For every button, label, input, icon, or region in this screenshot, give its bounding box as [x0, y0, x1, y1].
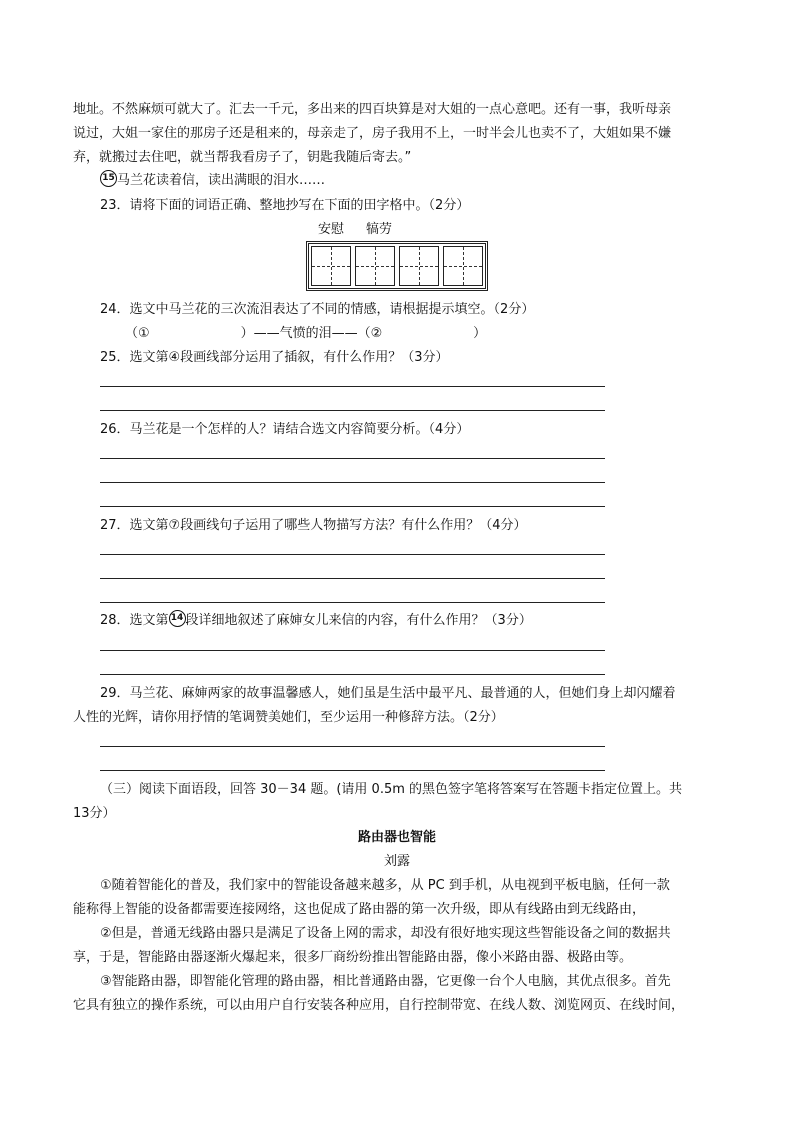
story-paragraph-text: 马兰花读着信，读出满眼的泪水……: [117, 173, 326, 188]
question-28: [100, 609, 532, 633]
article-paragraph-line: ②但是，普通无线路由器只是满足了设备上网的需求，却没有很好地实现这些智能设备之间的数据共: [100, 926, 671, 941]
word-2: 犒劳: [366, 222, 393, 237]
answer-line[interactable]: [100, 746, 605, 747]
story-paragraph-line: 地址。不然麻烦可就大了。汇去一千元，多出来的四百块算是对大姐的一点心意吧。还有一事，我听母亲: [73, 102, 672, 117]
article-paragraph-line: 它具有独立的操作系统，可以由用户自行安装各种应用，自行控制带宽、在线人数、浏览网页、在线时间，: [73, 998, 685, 1013]
question-26: 26．马兰花是一个怎样的人？请结合选文内容简要分析。（4分）: [100, 422, 470, 437]
paragraph-number-15: 15: [100, 170, 117, 187]
answer-line[interactable]: [100, 554, 605, 555]
question-29-line: 人性的光辉，请你用抒情的笔调赞美她们，至少运用一种修辞方法。（2分）: [73, 710, 504, 725]
article-title: 路由器也智能: [357, 830, 436, 845]
story-paragraph-line: 说过，大姐一家住的那房子还是租来的，母亲走了，房子我用不上，一时半会儿也卖不了，大姐如果不嫌: [73, 126, 672, 141]
question-24-fill: （① ）——气愤的泪——（② ）: [125, 326, 487, 341]
grid-cell[interactable]: [311, 246, 351, 286]
answer-line[interactable]: [100, 386, 605, 387]
article-paragraph-line: ①随着智能化的普及，我们家中的智能设备越来越多，从 PC 到手机，从电视到平板电脑，任何一款: [100, 878, 670, 893]
question-27: 27．选文第⑦段画线句子运用了哪些人物描写方法？有什么作用？（4分）: [100, 518, 527, 533]
answer-line[interactable]: [100, 770, 605, 771]
story-paragraph-line: 弃，就搬过去住吧，就当帮我看房子了，钥匙我随后寄去。”: [73, 150, 412, 165]
article-paragraph-line: 享，于是，智能路由器逐渐火爆起来，很多厂商纷纷推出智能路由器，像小米路由器、极路由等。: [73, 950, 633, 965]
word-1: 安慰: [318, 222, 345, 237]
answer-line[interactable]: [100, 650, 605, 651]
answer-line[interactable]: [100, 410, 605, 411]
answer-line[interactable]: [100, 458, 605, 459]
answer-line[interactable]: [100, 578, 605, 579]
answer-line[interactable]: [100, 674, 605, 675]
answer-line[interactable]: [100, 602, 605, 603]
story-paragraph-15: [100, 169, 325, 193]
section-3-intro: （三）阅读下面语段，回答 30－34 题。(请用 0.5m 的黑色签字笔将答案写在答题卡指定位置上。共: [100, 782, 683, 797]
question-28-prefix: 28．选文第: [100, 613, 169, 628]
paragraph-number-14: 14: [169, 610, 186, 627]
question-23: 23．请将下面的词语正确、整地抄写在下面的田字格中。（2分）: [100, 198, 470, 213]
tianzige-grid[interactable]: [306, 241, 488, 291]
grid-cell[interactable]: [355, 246, 395, 286]
article-paragraph-line: ③智能路由器，即智能化管理的路由器，相比普通路由器，它更像一台个人电脑，其优点很多。首先: [100, 974, 671, 989]
grid-cell[interactable]: [443, 246, 483, 286]
question-28-suffix: 段详细地叙述了麻婶女儿来信的内容，有什么作用？（3分）: [185, 613, 532, 628]
answer-line[interactable]: [100, 506, 605, 507]
grid-cell[interactable]: [399, 246, 439, 286]
article-author: 刘露: [383, 854, 410, 869]
question-29-line: 29．马兰花、麻婶两家的故事温馨感人，她们虽是生活中最平凡、最普通的人，但她们身上却闪耀着: [100, 686, 676, 701]
question-25: 25．选文第④段画线部分运用了插叙，有什么作用？（3分）: [100, 350, 449, 365]
article-paragraph-line: 能称得上智能的设备都需要连接网络，这也促成了路由器的第一次升级，即从有线路由到无线路由，: [73, 902, 646, 917]
section-3-intro: 13分）: [73, 806, 116, 821]
answer-line[interactable]: [100, 482, 605, 483]
question-24: 24．选文中马兰花的三次流泪表达了不同的情感，请根据提示填空。（2分）: [100, 302, 535, 317]
